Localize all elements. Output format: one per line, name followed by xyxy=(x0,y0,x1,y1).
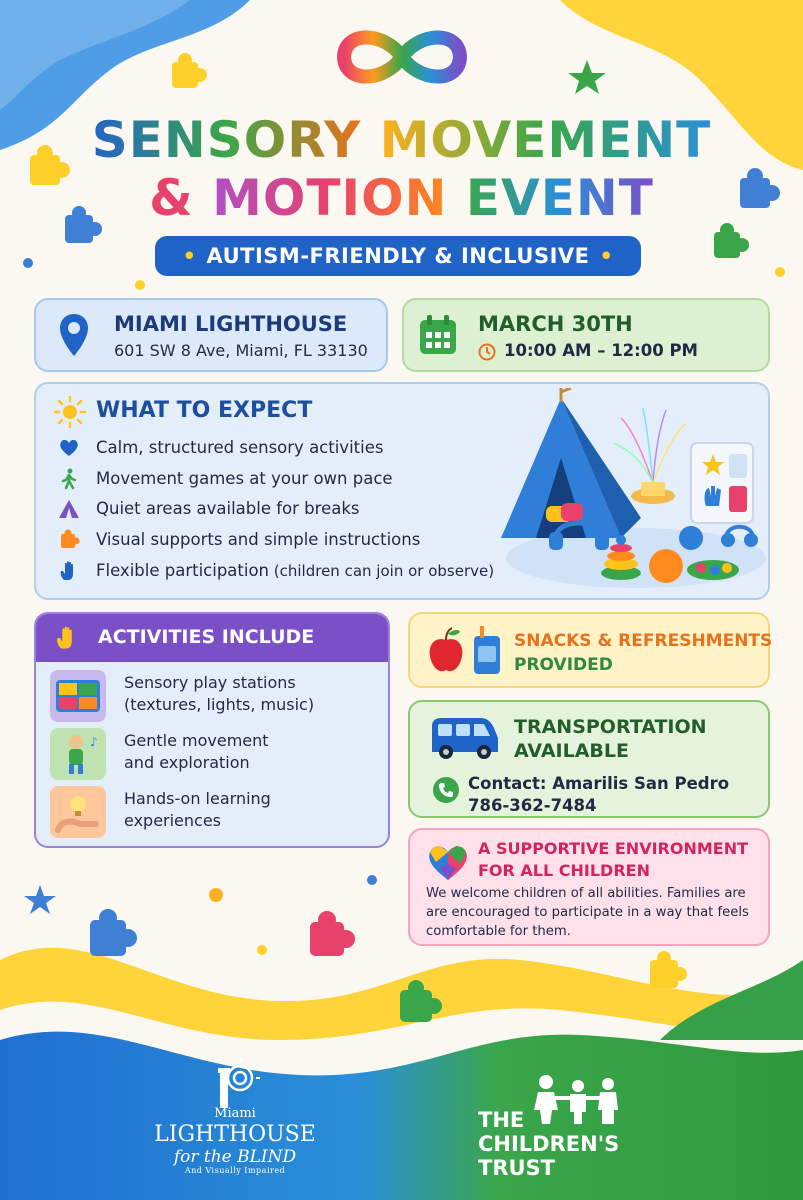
puzzle-icon xyxy=(58,529,80,551)
transport-line2: AVAILABLE xyxy=(514,740,629,762)
location-address: 601 SW 8 Ave, Miami, FL 33130 xyxy=(114,341,368,360)
title-word: EVENT xyxy=(465,169,654,227)
date-card xyxy=(402,298,770,372)
lighthouse-line2: LIGHTHOUSE xyxy=(154,1122,316,1147)
expect-item-text: Quiet areas available for breaks xyxy=(96,499,360,518)
activity-line2: (textures, lights, music) xyxy=(124,695,315,714)
calendar-icon xyxy=(418,314,458,356)
title-word: & xyxy=(149,169,194,227)
location-name: MIAMI LIGHTHOUSE xyxy=(114,312,348,336)
activities-card xyxy=(34,612,390,848)
tent-icon xyxy=(58,498,80,520)
supportive-card xyxy=(408,828,770,946)
event-date: MARCH 30TH xyxy=(478,312,633,336)
transport-line1: TRANSPORTATION xyxy=(514,716,707,738)
child-moving-icon xyxy=(50,728,106,780)
apple-juice-icon xyxy=(426,624,508,678)
map-pin-icon xyxy=(58,312,90,358)
raised-hand-icon xyxy=(54,624,80,652)
puzzle-piece-icon xyxy=(172,53,207,88)
activity-line2: and exploration xyxy=(124,753,250,772)
supportive-body-line: We welcome children of all abilities. Families are xyxy=(426,886,746,901)
lighthouse-line1: Miami xyxy=(214,1106,256,1121)
event-title-line1 xyxy=(0,112,803,168)
title-word: MOVEMENT xyxy=(379,111,712,169)
heart-icon xyxy=(58,437,80,459)
transport-contact: Contact: Amarilis San Pedro xyxy=(468,774,730,793)
trust-line2: CHILDREN'S xyxy=(478,1132,620,1156)
trust-line3: TRUST xyxy=(478,1156,555,1180)
tagline-badge: • AUTISM-FRIENDLY & INCLUSIVE • xyxy=(155,236,641,276)
supportive-line2: FOR ALL CHILDREN xyxy=(478,861,650,880)
snacks-card xyxy=(408,612,773,688)
childrens-trust-logo xyxy=(470,1078,650,1178)
activity-line2: experiences xyxy=(124,811,222,830)
walking-person-icon xyxy=(58,468,80,490)
lighthouse-line4: And Visually Impaired xyxy=(184,1166,286,1175)
hand-icon xyxy=(58,560,80,582)
expect-item-main: Flexible participation xyxy=(96,561,270,580)
supportive-line1: A SUPPORTIVE ENVIRONMENT xyxy=(478,839,748,858)
clock-icon xyxy=(478,343,496,361)
supportive-body xyxy=(426,884,749,941)
expect-item-text: Visual supports and simple instructions xyxy=(96,530,421,549)
sun-icon xyxy=(54,396,86,428)
infinity-symbol-icon xyxy=(330,22,474,92)
transportation-card xyxy=(408,700,770,818)
van-icon xyxy=(428,714,502,762)
supportive-body-line: comfortable for them. xyxy=(426,924,571,939)
supportive-body-line: are encouraged to participate in a way that feels xyxy=(426,905,749,920)
sensory-tray-icon xyxy=(50,670,106,722)
event-title-line2 xyxy=(0,170,803,226)
lighthouse-icon xyxy=(212,1058,260,1110)
event-time: 10:00 AM – 12:00 PM xyxy=(504,341,698,360)
expect-item-note: (children can join or observe) xyxy=(269,562,495,580)
tagline-text: AUTISM-FRIENDLY & INCLUSIVE xyxy=(206,244,590,268)
lighthouse-line3: for the BLIND xyxy=(173,1147,297,1167)
lightbulb-hand-icon xyxy=(50,786,106,838)
sensory-room-illustration xyxy=(491,388,769,596)
expect-item-text xyxy=(96,558,494,584)
phone-icon xyxy=(432,776,460,804)
expect-item-text: Movement games at your own pace xyxy=(96,469,393,488)
activity-line1: Gentle movement xyxy=(124,731,269,750)
snacks-line2: PROVIDED xyxy=(514,655,613,675)
activities-heading: ACTIVITIES INCLUDE xyxy=(98,626,315,648)
miami-lighthouse-logo xyxy=(140,1058,330,1178)
location-card xyxy=(34,298,388,372)
transport-phone[interactable]: 786-362-7484 xyxy=(468,796,597,815)
activity-line1: Sensory play stations xyxy=(124,673,296,692)
title-word: MOTION xyxy=(212,169,448,227)
svg-text:♪: ♪ xyxy=(90,735,98,749)
snacks-line1: SNACKS & REFRESHMENTS xyxy=(514,631,773,651)
activity-line1: Hands-on learning xyxy=(124,789,271,808)
what-to-expect-card xyxy=(34,382,770,600)
children-figures-icon xyxy=(532,1074,624,1124)
puzzle-heart-icon xyxy=(426,842,470,882)
activities-header xyxy=(36,614,390,662)
expect-item-text: Calm, structured sensory activities xyxy=(96,438,384,457)
trust-line1: THE xyxy=(478,1108,525,1132)
title-word: SENSORY xyxy=(91,111,362,169)
expect-heading: WHAT TO EXPECT xyxy=(96,398,313,423)
